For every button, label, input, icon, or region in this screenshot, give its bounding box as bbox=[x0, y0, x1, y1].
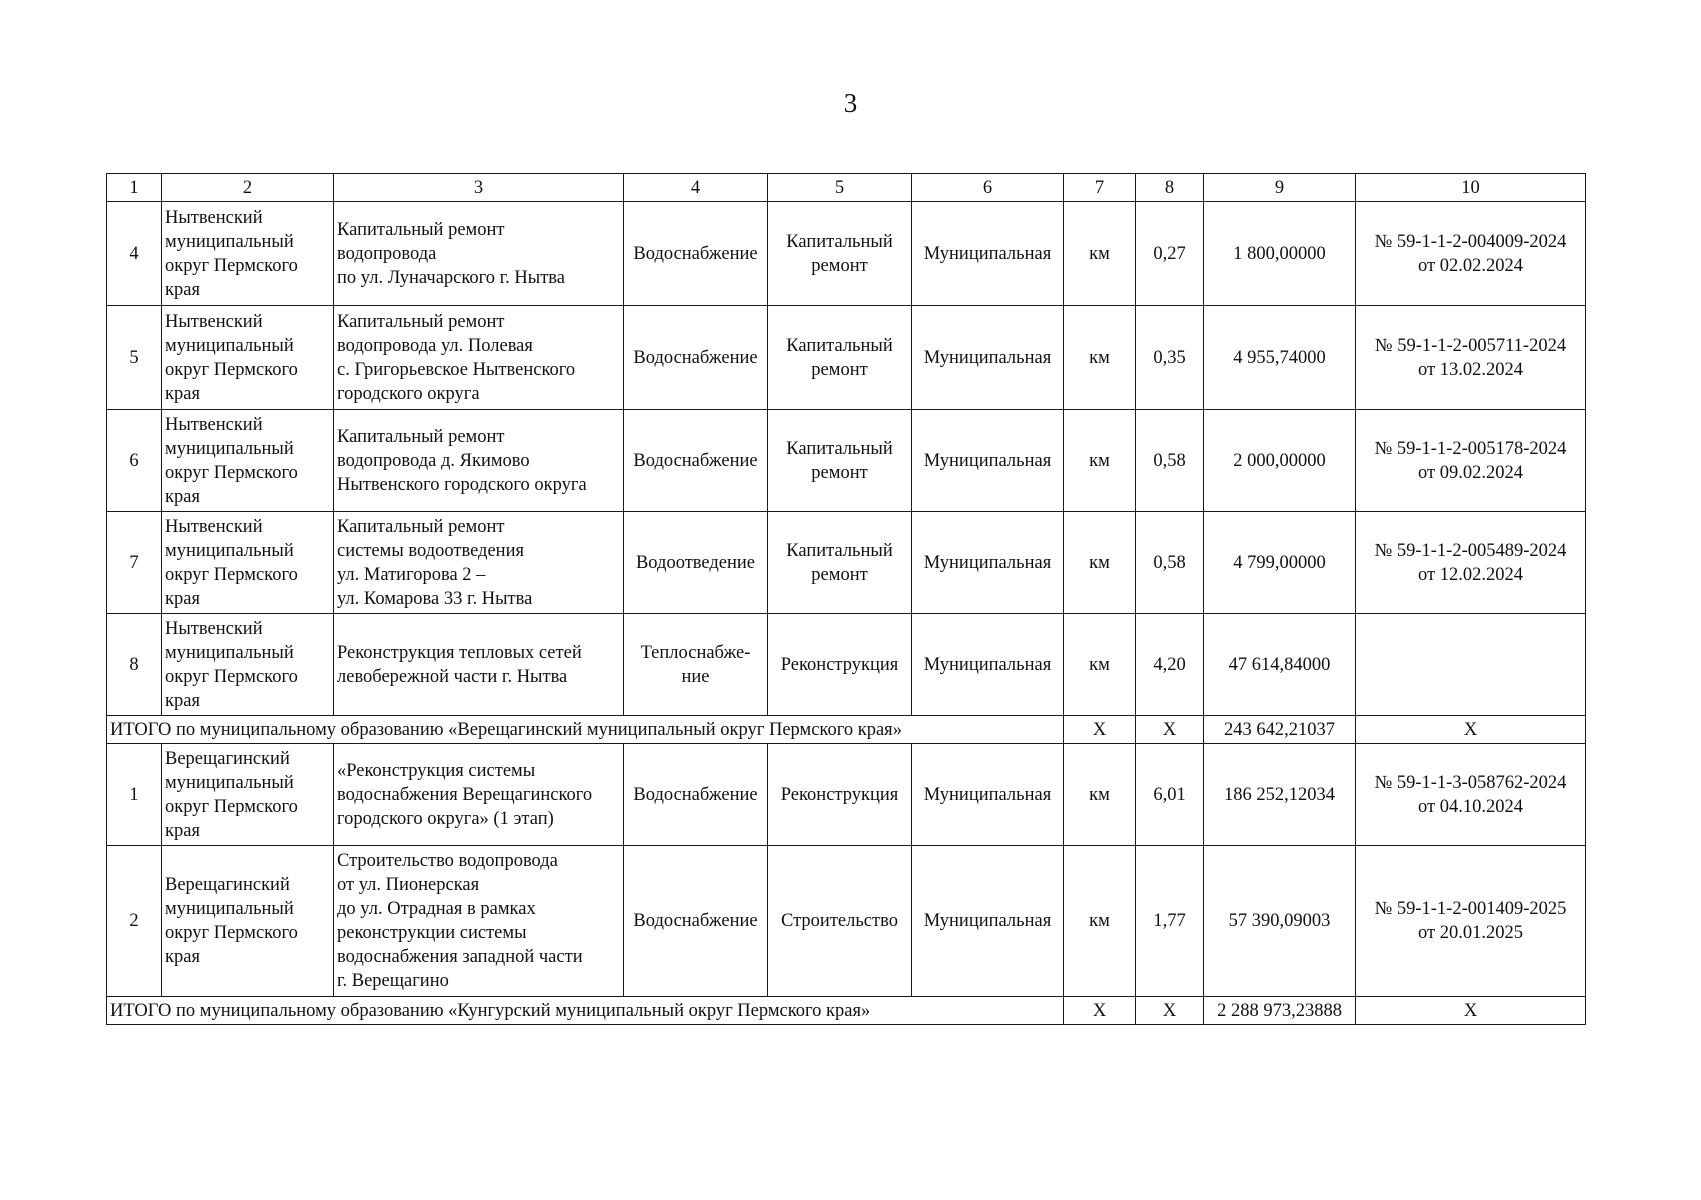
page-number: 3 bbox=[843, 88, 858, 118]
sphere-cell: Водоснабжение bbox=[624, 744, 768, 846]
header-cell: 6 bbox=[912, 174, 1064, 202]
capacity-cell: 0,27 bbox=[1136, 202, 1204, 306]
row-number-cell: 5 bbox=[107, 306, 162, 410]
header-cell: 9 bbox=[1204, 174, 1356, 202]
header-cell: 2 bbox=[162, 174, 334, 202]
cost-cell: 4 955,74000 bbox=[1204, 306, 1356, 410]
table-row bbox=[107, 614, 1586, 716]
object-name-cell: Капитальный ремонт системы водоотведения ул. Матигорова 2 – ул. Комарова 33 г. Нытва bbox=[334, 512, 624, 614]
total-cost-cell: 243 642,21037 bbox=[1204, 716, 1356, 744]
capacity-cell: 6,01 bbox=[1136, 744, 1204, 846]
work-type-cell: Строительство bbox=[768, 846, 912, 997]
ownership-cell: Муниципальная bbox=[912, 306, 1064, 410]
municipality-cell: Нытвенский муниципальный округ Пермского края bbox=[162, 512, 334, 614]
municipality-cell: Верещагинский муниципальный округ Пермского края bbox=[162, 744, 334, 846]
cost-cell: 4 799,00000 bbox=[1204, 512, 1356, 614]
header-cell: 5 bbox=[768, 174, 912, 202]
object-name-cell: Строительство водопровода от ул. Пионерская до ул. Отрадная в рамках реконструкции системы водоснабжения западной части г. Верещагино bbox=[334, 846, 624, 997]
total-expertise-cell: Х bbox=[1356, 997, 1586, 1025]
work-type-cell: Капитальный ремонт bbox=[768, 306, 912, 410]
work-type-cell: Реконструкция bbox=[768, 744, 912, 846]
municipality-cell: Верещагинский муниципальный округ Пермского края bbox=[162, 846, 334, 997]
capacity-cell: 1,77 bbox=[1136, 846, 1204, 997]
cost-cell: 186 252,12034 bbox=[1204, 744, 1356, 846]
sphere-cell: Теплоснабже- ние bbox=[624, 614, 768, 716]
cost-cell: 1 800,00000 bbox=[1204, 202, 1356, 306]
sphere-cell: Водоснабжение bbox=[624, 410, 768, 512]
object-name-cell: Капитальный ремонт водопровода по ул. Луначарского г. Нытва bbox=[334, 202, 624, 306]
ownership-cell: Муниципальная bbox=[912, 614, 1064, 716]
sphere-cell: Водоснабжение bbox=[624, 202, 768, 306]
total-label-cell: ИТОГО по муниципальному образованию «Кунгурский муниципальный округ Пермского края» bbox=[107, 997, 1064, 1025]
municipality-cell: Нытвенский муниципальный округ Пермского края bbox=[162, 410, 334, 512]
municipality-cell: Нытвенский муниципальный округ Пермского края bbox=[162, 614, 334, 716]
unit-cell: км bbox=[1064, 410, 1136, 512]
total-unit-cell: Х bbox=[1064, 997, 1136, 1025]
sphere-cell: Водоснабжение bbox=[624, 846, 768, 997]
header-cell: 1 bbox=[107, 174, 162, 202]
capacity-cell: 0,58 bbox=[1136, 512, 1204, 614]
object-name-cell: Капитальный ремонт водопровода д. Якимово Нытвенского городского округа bbox=[334, 410, 624, 512]
work-type-cell: Капитальный ремонт bbox=[768, 410, 912, 512]
row-number-cell: 2 bbox=[107, 846, 162, 997]
table-row bbox=[107, 512, 1586, 614]
total-row bbox=[107, 997, 1586, 1025]
ownership-cell: Муниципальная bbox=[912, 846, 1064, 997]
table-row bbox=[107, 306, 1586, 410]
expertise-cell: № 59-1-1-2-001409-2025 от 20.01.2025 bbox=[1356, 846, 1586, 997]
total-expertise-cell: Х bbox=[1356, 716, 1586, 744]
object-name-cell: «Реконструкция системы водоснабжения Верещагинского городского округа» (1 этап) bbox=[334, 744, 624, 846]
unit-cell: км bbox=[1064, 202, 1136, 306]
total-row bbox=[107, 716, 1586, 744]
row-number-cell: 6 bbox=[107, 410, 162, 512]
object-name-cell: Капитальный ремонт водопровода ул. Полевая с. Григорьевское Нытвенского городского округа bbox=[334, 306, 624, 410]
work-type-cell: Реконструкция bbox=[768, 614, 912, 716]
ownership-cell: Муниципальная bbox=[912, 744, 1064, 846]
ownership-cell: Муниципальная bbox=[912, 202, 1064, 306]
cost-cell: 57 390,09003 bbox=[1204, 846, 1356, 997]
cost-cell: 2 000,00000 bbox=[1204, 410, 1356, 512]
header-cell: 4 bbox=[624, 174, 768, 202]
unit-cell: км bbox=[1064, 306, 1136, 410]
unit-cell: км bbox=[1064, 846, 1136, 997]
work-type-cell: Капитальный ремонт bbox=[768, 202, 912, 306]
unit-cell: км bbox=[1064, 614, 1136, 716]
unit-cell: км bbox=[1064, 744, 1136, 846]
total-cost-cell: 2 288 973,23888 bbox=[1204, 997, 1356, 1025]
expertise-cell: № 59-1-1-2-005711-2024 от 13.02.2024 bbox=[1356, 306, 1586, 410]
capacity-cell: 0,35 bbox=[1136, 306, 1204, 410]
sphere-cell: Водоотведение bbox=[624, 512, 768, 614]
header-cell: 3 bbox=[334, 174, 624, 202]
table-row bbox=[107, 410, 1586, 512]
header-cell: 7 bbox=[1064, 174, 1136, 202]
sphere-cell: Водоснабжение bbox=[624, 306, 768, 410]
table-row bbox=[107, 202, 1586, 306]
expertise-cell: № 59-1-1-2-005489-2024 от 12.02.2024 bbox=[1356, 512, 1586, 614]
row-number-cell: 4 bbox=[107, 202, 162, 306]
row-number-cell: 1 bbox=[107, 744, 162, 846]
expertise-cell bbox=[1356, 614, 1586, 716]
row-number-cell: 8 bbox=[107, 614, 162, 716]
data-table bbox=[106, 173, 1586, 1025]
total-label-cell: ИТОГО по муниципальному образованию «Верещагинский муниципальный округ Пермского края» bbox=[107, 716, 1064, 744]
table-row bbox=[107, 846, 1586, 997]
unit-cell: км bbox=[1064, 512, 1136, 614]
row-number-cell: 7 bbox=[107, 512, 162, 614]
header-row bbox=[107, 174, 1586, 202]
expertise-cell: № 59-1-1-2-005178-2024 от 09.02.2024 bbox=[1356, 410, 1586, 512]
table-body bbox=[107, 174, 1586, 1025]
expertise-cell: № 59-1-1-2-004009-2024 от 02.02.2024 bbox=[1356, 202, 1586, 306]
municipality-cell: Нытвенский муниципальный округ Пермского края bbox=[162, 202, 334, 306]
total-capacity-cell: Х bbox=[1136, 716, 1204, 744]
ownership-cell: Муниципальная bbox=[912, 512, 1064, 614]
total-capacity-cell: Х bbox=[1136, 997, 1204, 1025]
expertise-cell: № 59-1-1-3-058762-2024 от 04.10.2024 bbox=[1356, 744, 1586, 846]
table-row bbox=[107, 744, 1586, 846]
ownership-cell: Муниципальная bbox=[912, 410, 1064, 512]
total-unit-cell: Х bbox=[1064, 716, 1136, 744]
work-type-cell: Капитальный ремонт bbox=[768, 512, 912, 614]
municipality-cell: Нытвенский муниципальный округ Пермского края bbox=[162, 306, 334, 410]
cost-cell: 47 614,84000 bbox=[1204, 614, 1356, 716]
header-cell: 10 bbox=[1356, 174, 1586, 202]
header-cell: 8 bbox=[1136, 174, 1204, 202]
capacity-cell: 0,58 bbox=[1136, 410, 1204, 512]
object-name-cell: Реконструкция тепловых сетей левобережной части г. Нытва bbox=[334, 614, 624, 716]
capacity-cell: 4,20 bbox=[1136, 614, 1204, 716]
